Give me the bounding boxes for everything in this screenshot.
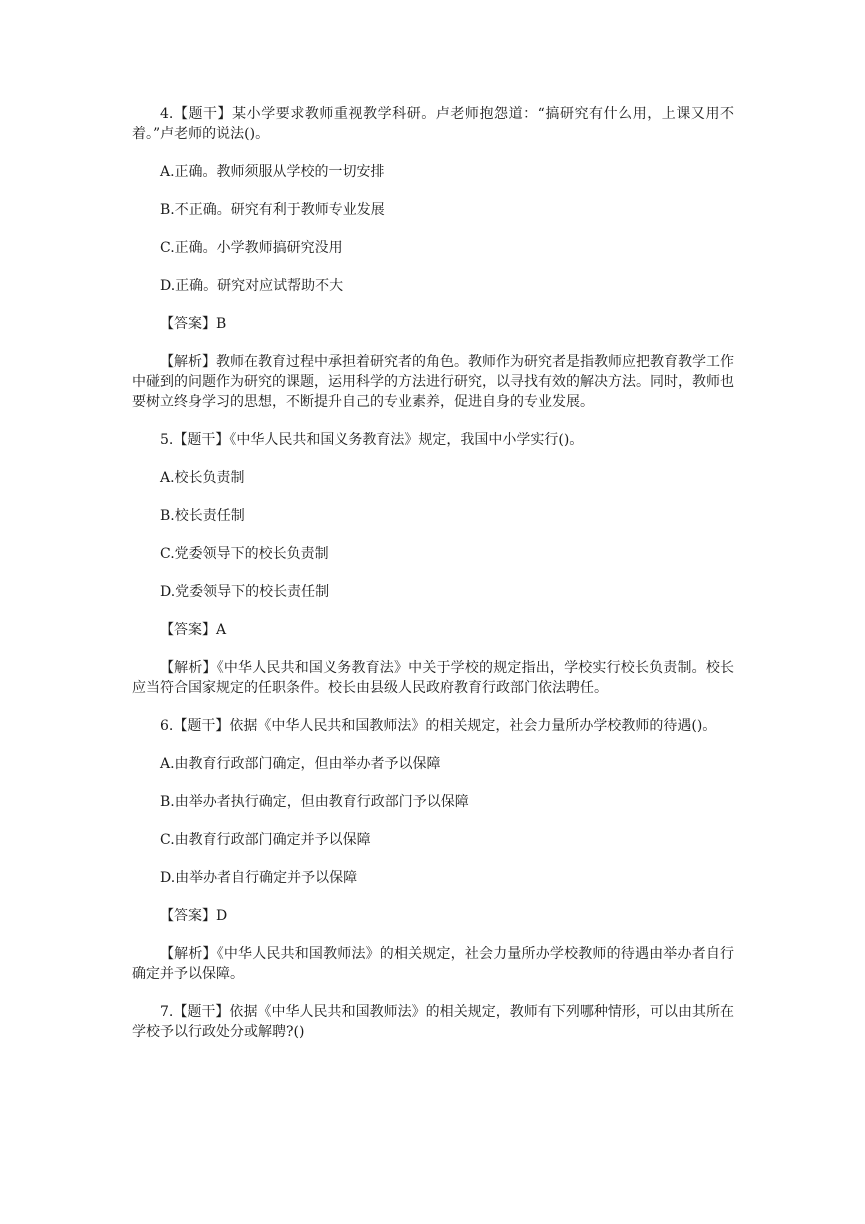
question-stem: 6.【题干】依据《中华人民共和国教师法》的相关规定，社会力量所办学校教师的待遇()。 [160,718,717,734]
option-a: A.由教育行政部门确定，但由举办者予以保障 [160,756,441,772]
option-b: B.由举办者执行确定，但由教育行政部门予以保障 [160,794,469,810]
analysis: 【解析】《中华人民共和国义务教育法》中关于学校的规定指出，学校实行校长负责制。校长应当符合国家规定的任职条件。校长由县级人民政府教育行政部门依法聘任。 [132,660,734,696]
document-body [132,104,734,1060]
analysis: 【解析】教师在教育过程中承担着研究者的角色。教师作为研究者是指教师应把教育教学工作中碰到的问题作为研究的课题，运用科学的方法进行研究，以寻找有效的解决方法。同时，教师也要树立终身学习的思想，不断提升自己的专业素养，促进自身的专业发展。 [132,354,734,410]
option-c: C.由教育行政部门确定并予以保障 [160,832,371,848]
question-stem: 5.【题干】《中华人民共和国义务教育法》规定，我国中小学实行()。 [160,432,584,448]
option-b: B.校长责任制 [160,508,245,524]
option-c: C.党委领导下的校长负责制 [160,546,329,562]
answer: 【答案】D [160,908,228,924]
question-stem: 7.【题干】依据《中华人民共和国教师法》的相关规定，教师有下列哪种情形，可以由其所在学校予以行政处分或解聘?() [132,1004,734,1040]
option-b: B.不正确。研究有利于教师专业发展 [160,202,385,218]
option-d: D.党委领导下的校长责任制 [160,584,330,600]
option-a: A.校长负责制 [160,470,245,486]
answer: 【答案】B [160,316,227,332]
option-d: D.正确。研究对应试帮助不大 [160,278,344,294]
answer: 【答案】A [160,622,227,638]
option-a: A.正确。教师须服从学校的一切安排 [160,164,385,180]
analysis: 【解析】《中华人民共和国教师法》的相关规定，社会力量所办学校教师的待遇由举办者自行确定并予以保障。 [132,946,734,982]
option-d: D.由举办者自行确定并予以保障 [160,870,358,886]
option-c: C.正确。小学教师搞研究没用 [160,240,343,256]
question-stem: 4.【题干】某小学要求教师重视教学科研。卢老师抱怨道：“搞研究有什么用，上课又用不着。”卢老师的说法()。 [132,106,734,142]
